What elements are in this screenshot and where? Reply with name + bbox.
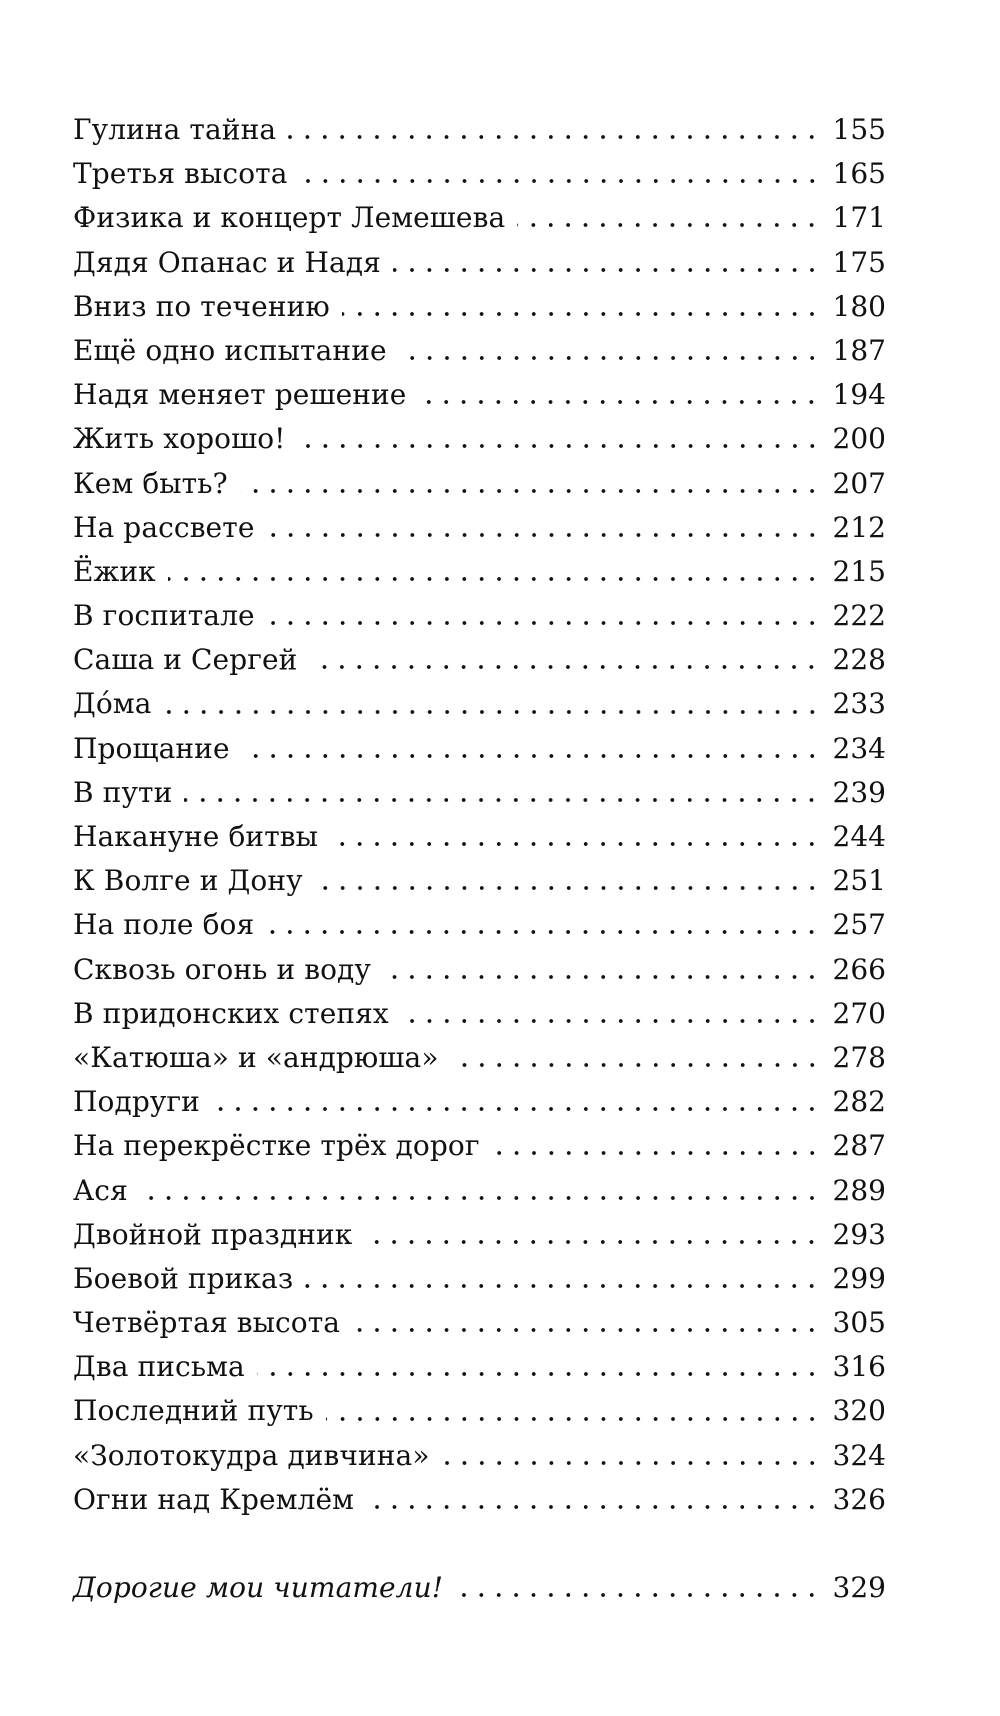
toc-entry — [73, 771, 886, 815]
toc-leader-dots — [242, 753, 821, 759]
toc-entry-page: 282 — [832, 1085, 886, 1119]
toc-entry-title: Кем быть? — [73, 466, 228, 500]
toc-entry — [73, 1434, 886, 1478]
toc-entry-title: На рассвете — [73, 510, 255, 544]
toc-leader-dots — [315, 885, 821, 891]
toc-leader-dots — [517, 222, 820, 228]
toc-leader-dots — [266, 929, 820, 935]
toc-entry-title: До́ма — [73, 687, 152, 721]
toc-entry-title: К Волге и Дону — [73, 864, 303, 898]
toc-entry-page: 215 — [832, 554, 886, 588]
toc-entry-title: В придонских степях — [73, 996, 389, 1030]
toc-entry — [73, 1036, 886, 1080]
toc-leader-dots — [300, 178, 821, 184]
toc-entry-page: 165 — [832, 157, 886, 191]
toc-entry-title: Вниз по течению — [73, 289, 330, 323]
toc-entry-page: 194 — [832, 378, 886, 412]
toc-entry-title: Саша и Сергей — [73, 643, 298, 677]
toc-entry — [73, 550, 886, 594]
toc-entry-page: 251 — [832, 864, 886, 898]
toc-entry-title: Ёжик — [73, 554, 156, 588]
toc-entry-page: 212 — [832, 510, 886, 544]
toc-entry-title: Гулина тайна — [73, 113, 277, 146]
toc-entry-page: 233 — [832, 687, 886, 721]
toc-entry-page: 244 — [832, 820, 886, 853]
table-of-contents — [73, 108, 886, 1610]
toc-entry-title: Два письма — [73, 1350, 245, 1384]
toc-entry — [73, 329, 886, 373]
toc-entry-page: 293 — [832, 1217, 886, 1251]
toc-entry-title: В пути — [73, 775, 173, 809]
toc-entry — [73, 859, 886, 903]
toc-entry — [73, 815, 886, 859]
toc-entry-page: 175 — [832, 245, 886, 279]
toc-entry-title: Жить хорошо! — [73, 422, 286, 456]
toc-entry — [73, 417, 886, 461]
toc-entry-page: 228 — [832, 643, 886, 677]
toc-entry-title: Сквозь огонь и воду — [73, 952, 371, 986]
toc-epilogue-title: Дорогие мои читатели! — [73, 1571, 444, 1604]
toc-entry-title: Надя меняет решение — [73, 378, 407, 412]
toc-leader-dots — [184, 797, 820, 803]
toc-leader-dots — [364, 1239, 820, 1245]
toc-entry-title: Ася — [73, 1173, 128, 1207]
toc-entry — [73, 196, 886, 240]
toc-entry-title: На поле боя — [73, 908, 255, 942]
toc-epilogue-page: 329 — [832, 1571, 886, 1604]
toc-entry-page: 278 — [832, 1040, 886, 1074]
toc-leader-dots — [140, 1195, 821, 1201]
toc-entry-page: 289 — [832, 1173, 886, 1207]
toc-leader-dots — [393, 267, 821, 273]
toc-entry — [73, 506, 886, 550]
toc-entry-title: Четвёртая высота — [73, 1306, 341, 1340]
toc-leader-dots — [401, 1018, 821, 1024]
toc-entry — [73, 108, 886, 152]
toc-entry — [73, 1389, 886, 1433]
toc-entry-title: Ещё одно испытание — [73, 333, 387, 367]
toc-entry — [73, 903, 886, 947]
toc-entry-page: 266 — [832, 952, 886, 986]
toc-leader-dots — [267, 532, 821, 538]
toc-entry — [73, 1124, 886, 1168]
toc-entry-title: Двойной праздник — [73, 1217, 353, 1251]
toc-entry-page: 200 — [832, 422, 886, 456]
toc-entry-page: 320 — [832, 1394, 886, 1428]
toc-leader-dots — [164, 709, 821, 715]
toc-entry-title: Подруги — [73, 1085, 200, 1119]
toc-entry — [73, 682, 886, 726]
toc-entry-page: 257 — [832, 908, 886, 942]
toc-entry — [73, 241, 886, 285]
toc-entry — [73, 1345, 886, 1389]
toc-leader-dots — [451, 1062, 821, 1068]
toc-entry-page: 222 — [832, 599, 886, 633]
toc-entry-page: 324 — [832, 1438, 886, 1472]
toc-entry-title: На перекрёстке трёх дорог — [73, 1129, 480, 1163]
toc-entry-title: Боевой приказ — [73, 1261, 294, 1295]
toc-leader-dots — [326, 1416, 821, 1422]
toc-entry-page: 155 — [832, 113, 886, 146]
toc-leader-dots — [366, 1504, 821, 1510]
toc-entry — [73, 727, 886, 771]
toc-entry-page: 234 — [832, 731, 886, 765]
toc-entry — [73, 285, 886, 329]
toc-leader-dots — [267, 620, 821, 626]
toc-entry-page: 287 — [832, 1129, 886, 1163]
toc-epilogue-entry — [73, 1566, 886, 1610]
toc-leader-dots — [455, 1592, 820, 1598]
toc-leader-dots — [288, 134, 820, 140]
toc-leader-dots — [212, 1106, 821, 1112]
toc-entry-page: 270 — [832, 996, 886, 1030]
toc-entry-title: Третья высота — [73, 157, 288, 191]
toc-leader-dots — [240, 488, 821, 494]
toc-leader-dots — [399, 355, 821, 361]
toc-leader-dots — [418, 399, 820, 405]
toc-entry-title: «Катюша» и «андрюша» — [73, 1040, 439, 1074]
toc-entry-page: 171 — [832, 201, 886, 235]
toc-leader-dots — [257, 1371, 821, 1377]
toc-entry-title: Физика и концерт Лемешева — [73, 201, 506, 235]
toc-entry — [73, 1478, 886, 1522]
toc-entry — [73, 1301, 886, 1345]
toc-entry-page: 207 — [832, 466, 886, 500]
toc-entry-page: 299 — [832, 1261, 886, 1295]
toc-entry — [73, 594, 886, 638]
toc-entry — [73, 1080, 886, 1124]
toc-entry-title: «Золотокудра дивчина» — [73, 1438, 430, 1472]
toc-leader-dots — [330, 841, 821, 847]
toc-leader-dots — [342, 311, 821, 317]
toc-entry — [73, 948, 886, 992]
toc-entry — [73, 1257, 886, 1301]
toc-leader-dots — [492, 1150, 821, 1156]
toc-leader-dots — [168, 576, 821, 582]
toc-leader-dots — [298, 443, 821, 449]
toc-entry-page: 187 — [832, 333, 886, 367]
toc-entry — [73, 1169, 886, 1213]
toc-entry-page: 180 — [832, 289, 886, 323]
toc-entry-title: В госпитале — [73, 599, 255, 633]
toc-leader-dots — [309, 664, 820, 670]
toc-entry — [73, 373, 886, 417]
toc-entry — [73, 1213, 886, 1257]
toc-entry-title: Огни над Кремлём — [73, 1482, 355, 1516]
toc-entry-page: 316 — [832, 1350, 886, 1384]
toc-leader-dots — [305, 1283, 820, 1289]
toc-entry-title: Прощание — [73, 731, 230, 765]
toc-entry-page: 305 — [832, 1306, 886, 1340]
toc-entry-title: Накануне битвы — [73, 820, 319, 853]
toc-entry-title: Дядя Опанас и Надя — [73, 245, 381, 279]
toc-leader-dots — [383, 974, 821, 980]
toc-entry-page: 326 — [832, 1482, 886, 1516]
toc-entry-page: 239 — [832, 775, 886, 809]
toc-entry — [73, 638, 886, 682]
toc-leader-dots — [442, 1460, 821, 1466]
toc-entry — [73, 152, 886, 196]
toc-leader-dots — [352, 1327, 820, 1333]
toc-entry — [73, 462, 886, 506]
toc-entry — [73, 992, 886, 1036]
toc-entry-title: Последний путь — [73, 1394, 314, 1428]
